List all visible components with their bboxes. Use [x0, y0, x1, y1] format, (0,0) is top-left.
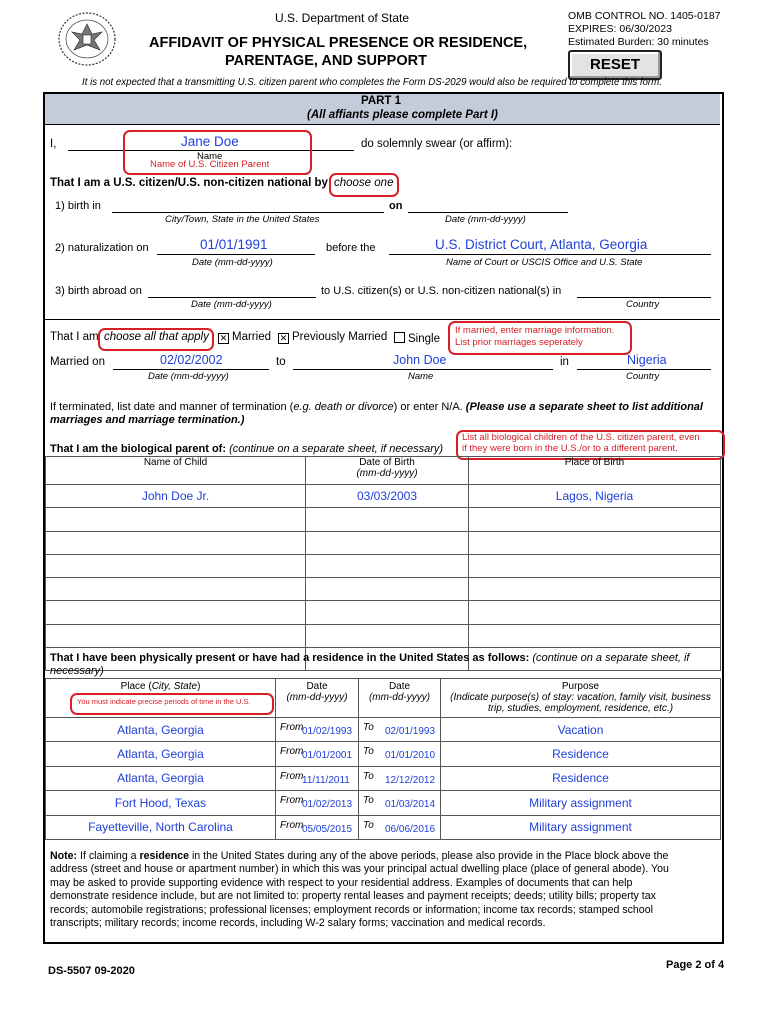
expiration-date: EXPIRES: 06/30/2023	[568, 23, 672, 35]
marital-label: That I am	[50, 331, 99, 343]
residence-to-label: To	[363, 770, 374, 782]
col-purpose-desc2: trip, studies, employment, residence, etc.)	[487, 703, 674, 714]
spouse-to-label: to	[276, 356, 286, 368]
marriage-date-field[interactable]: 02/02/2002	[160, 353, 223, 367]
court-field[interactable]: U.S. District Court, Atlanta, Georgia	[435, 237, 648, 252]
court-caption: Name of Court or USCIS Office and U.S. State	[446, 257, 643, 268]
residence-place-field[interactable]: Atlanta, Georgia	[46, 766, 276, 790]
spouse-name-caption: Name	[408, 371, 434, 382]
single-checkbox[interactable]	[394, 332, 405, 343]
child-place-field[interactable]	[469, 578, 721, 601]
child-dob-field[interactable]	[306, 531, 469, 554]
table-row	[46, 554, 721, 577]
on-label: on	[389, 200, 403, 212]
residence-to-cell	[359, 718, 441, 742]
table-row	[46, 508, 721, 531]
residence-from-label: From	[280, 819, 304, 831]
table-row	[46, 766, 721, 790]
col-child-dob-format: (mm-dd-yyyy)	[356, 468, 418, 479]
oath-prefix: I,	[50, 138, 57, 150]
child-name-field[interactable]	[46, 554, 306, 577]
form-note: It is not expected that a transmitting U.S. citizen parent who completes the Form DS-2029 would also be required to complete this form.	[82, 77, 662, 88]
residence-hint: You must indicate precise periods of time in the U.S.	[77, 697, 251, 706]
residence-purpose-field[interactable]: Residence	[441, 766, 721, 790]
child-place-field[interactable]	[469, 554, 721, 577]
marriage-hint-line1: If married, enter marriage information.	[455, 325, 615, 336]
children-table	[45, 456, 721, 671]
child-place-field[interactable]: Lagos, Nigeria	[469, 485, 721, 508]
child-name-field[interactable]	[46, 531, 306, 554]
in-label: in	[560, 356, 569, 368]
name-hint: Name of U.S. Citizen Parent	[150, 159, 270, 170]
child-dob-field[interactable]	[306, 624, 469, 647]
residence-place-field[interactable]: Fort Hood, Texas	[46, 791, 276, 815]
table-row	[46, 742, 721, 766]
residence-to-field[interactable]: 12/12/2012	[385, 774, 436, 786]
reset-button[interactable]: RESET	[568, 50, 662, 80]
residence-from-field[interactable]: 05/05/2015	[302, 823, 353, 835]
form-title-line2: PARENTAGE, AND SUPPORT	[225, 53, 427, 69]
table-row	[46, 624, 721, 647]
swear-text: do solemnly swear (or affirm):	[361, 138, 513, 150]
choose-one-dropdown[interactable]: choose one	[334, 177, 394, 189]
residence-from-cell	[276, 815, 359, 839]
citizen-by-label: That I am a U.S. citizen/U.S. non-citizen national by:	[50, 177, 332, 189]
child-dob-field[interactable]	[306, 508, 469, 531]
part-subtitle: (All affiants please complete Part I)	[307, 109, 498, 121]
residence-from-cell	[276, 718, 359, 742]
residence-label-cont: necessary)	[50, 665, 104, 677]
termination-instructions-cont: marriages and marriage termination.)	[50, 414, 245, 426]
residence-to-field[interactable]: 06/06/2016	[385, 823, 436, 835]
court-line	[389, 254, 711, 255]
naturalization-date-line	[157, 254, 315, 255]
child-place-field[interactable]	[469, 601, 721, 624]
children-label: That I am the biological parent of: (continue on a separate sheet, if necessary)	[50, 443, 444, 455]
department-name: U.S. Department of State	[275, 11, 410, 25]
residence-purpose-field[interactable]: Military assignment	[441, 791, 721, 815]
page-number: Page 2 of 4	[666, 959, 725, 971]
col-from-label: Date	[306, 681, 328, 692]
table-row	[46, 815, 721, 839]
married-on-label: Married on	[50, 356, 105, 368]
residence-from-label: From	[280, 746, 304, 758]
residence-from-label: From	[280, 795, 304, 807]
col-from-format: (mm-dd-yyyy)	[286, 692, 348, 703]
residence-to-label: To	[363, 819, 374, 831]
married-checkbox[interactable]: ✕	[219, 333, 228, 343]
naturalization-date-field[interactable]: 01/01/1991	[200, 237, 268, 252]
city-caption: City/Town, State in the United States	[165, 214, 320, 225]
table-row	[46, 531, 721, 554]
child-place-field[interactable]	[469, 624, 721, 647]
section-divider	[45, 319, 720, 320]
children-hint-line2: if they were born in the U.S./or to a different parent.	[462, 443, 678, 454]
col-purpose	[441, 679, 721, 718]
residence-from-field[interactable]: 01/01/2001	[302, 750, 353, 762]
birth-date-caption: Date (mm-dd-yyyy)	[445, 214, 526, 225]
marriage-country-line	[577, 369, 711, 370]
naturalization-label: 2) naturalization on	[55, 242, 149, 254]
child-dob-field[interactable]	[306, 601, 469, 624]
child-name-field[interactable]	[46, 601, 306, 624]
col-child-name: Name of Child	[46, 457, 306, 485]
residence-place-field[interactable]: Atlanta, Georgia	[46, 718, 276, 742]
table-row	[46, 485, 721, 508]
child-place-field[interactable]	[469, 508, 721, 531]
prev-married-checkbox[interactable]: ✕	[279, 333, 288, 343]
birth-abroad-country-field[interactable]	[577, 297, 711, 298]
residence-from-field[interactable]: 01/02/1993	[302, 726, 353, 737]
table-row	[46, 718, 721, 742]
residence-place-field[interactable]: Atlanta, Georgia	[46, 742, 276, 766]
residence-note: Note: If claiming a residence in the United States during any of the above periods, please also provide in the Place block above the address (street and house or apartment number) in which this was your principal actual dwelling place (place of general abode). You may be asked to provide supporting evidence with respect to your residential address. Examples of documents that can help demonstrate residence include, but are not limited to: property rental leases and payment receipts; deeds; utility bills; property tax records; automobile registrations; professional licenses; employment records or information; income tax records; stamped school transcripts; military records; income records, including W-2 salary forms; vaccination and medical records.	[50, 850, 669, 930]
birth-abroad-date-field[interactable]	[148, 297, 316, 298]
single-label: Single	[408, 333, 440, 345]
col-purpose-label: Purpose	[561, 681, 600, 692]
form-title-line1: AFFIDAVIT OF PHYSICAL PRESENCE OR RESIDENCE,	[149, 35, 528, 51]
marriage-date-line	[113, 369, 269, 370]
residence-purpose-field[interactable]: Residence	[441, 742, 721, 766]
birth-abroad-country-caption: Country	[626, 299, 660, 310]
form-number: DS-5507 09-2020	[48, 965, 135, 977]
omb-control-number: OMB CONTROL NO. 1405-0187	[568, 10, 721, 22]
table-row	[46, 601, 721, 624]
residence-from-field[interactable]: 01/02/2013	[302, 799, 353, 811]
department-seal	[56, 10, 118, 68]
col-purpose-desc: (Indicate purpose(s) of stay: vacation, family visit, business	[450, 692, 711, 703]
name-caption: Name	[197, 151, 223, 162]
spouse-name-field[interactable]: John Doe	[393, 353, 447, 367]
residence-to-label: To	[363, 795, 374, 807]
birth-in-label: 1) birth in	[55, 200, 101, 212]
residence-from-cell	[276, 766, 359, 790]
birth-city-field[interactable]	[112, 212, 384, 213]
children-hint-line1: List all biological children of the U.S. citizen parent, even	[462, 432, 700, 443]
marriage-date-caption: Date (mm-dd-yyyy)	[148, 371, 229, 382]
residence-from-label: From	[280, 770, 304, 782]
child-place-field[interactable]	[469, 531, 721, 554]
birth-date-field[interactable]	[408, 212, 568, 213]
residence-to-field[interactable]: 02/01/1993	[385, 726, 436, 737]
spouse-line	[293, 369, 553, 370]
child-dob-field[interactable]	[306, 554, 469, 577]
part-title: PART 1	[361, 95, 402, 107]
residence-label: That I have been physically present or have had a residence in the United States as follows: (continue on a separate sheet, if	[50, 652, 690, 664]
prev-married-option[interactable]	[278, 332, 387, 344]
col-child-dob-label: Date of Birth	[359, 457, 415, 468]
col-to-format: (mm-dd-yyyy)	[368, 692, 431, 703]
residence-to-cell	[359, 766, 441, 790]
name-highlight-box	[123, 130, 312, 175]
naturalization-date-caption: Date (mm-dd-yyyy)	[192, 257, 273, 268]
termination-instructions: If terminated, list date and manner of termination (e.g. death or divorce) or enter N/A. (Please use a separate sheet to list additional	[50, 401, 703, 413]
residence-from-label: From	[280, 722, 304, 733]
choose-all-dropdown[interactable]: choose all that apply	[104, 331, 209, 343]
residence-from-cell	[276, 742, 359, 766]
citizen-parent-name-field[interactable]: Jane Doe	[181, 134, 239, 149]
before-label: before the	[326, 242, 376, 254]
residence-to-cell	[359, 791, 441, 815]
child-name-field[interactable]: John Doe Jr.	[46, 485, 306, 508]
table-row	[46, 578, 721, 601]
col-to	[359, 679, 441, 718]
marriage-country-caption: Country	[626, 371, 660, 382]
marriage-country-field[interactable]: Nigeria	[627, 353, 667, 367]
residence-place-field[interactable]: Fayetteville, North Carolina	[46, 815, 276, 839]
residence-to-label: To	[363, 746, 374, 758]
child-dob-field[interactable]	[306, 578, 469, 601]
single-option[interactable]	[394, 332, 440, 346]
child-name-field[interactable]	[46, 624, 306, 647]
birth-abroad-date-caption: Date (mm-dd-yyyy)	[191, 299, 272, 310]
col-child-place: Place of Birth	[469, 457, 721, 485]
residence-purpose-field[interactable]: Military assignment	[441, 815, 721, 839]
residence-to-field[interactable]: 01/03/2014	[385, 799, 436, 811]
birth-abroad-label: 3) birth abroad on	[55, 285, 142, 297]
child-dob-field[interactable]: 03/03/2003	[306, 485, 469, 508]
col-place: Place (City, State)	[46, 679, 276, 718]
residence-purpose-field[interactable]: Vacation	[441, 718, 721, 742]
table-row	[46, 791, 721, 815]
col-from	[276, 679, 359, 718]
birth-abroad-to-label: to U.S. citizen(s) or U.S. non-citizen national(s) in	[321, 285, 562, 297]
col-to-label: Date	[388, 681, 411, 692]
married-label: Married	[232, 331, 271, 343]
estimated-burden: Estimated Burden: 30 minutes	[568, 36, 709, 48]
residence-from-cell	[276, 791, 359, 815]
col-child-dob	[306, 457, 469, 485]
prev-married-label: Previously Married	[292, 331, 388, 343]
residence-to-cell	[359, 742, 441, 766]
child-name-field[interactable]	[46, 508, 306, 531]
married-option[interactable]	[218, 332, 271, 344]
residence-to-label: To	[363, 722, 374, 733]
residence-to-field[interactable]: 01/01/2010	[385, 750, 436, 762]
marriage-hint-line2: List prior marriages seperately	[455, 337, 583, 348]
child-name-field[interactable]	[46, 578, 306, 601]
residence-to-cell	[359, 815, 441, 839]
residence-from-field[interactable]: 11/11/2011	[302, 774, 350, 786]
